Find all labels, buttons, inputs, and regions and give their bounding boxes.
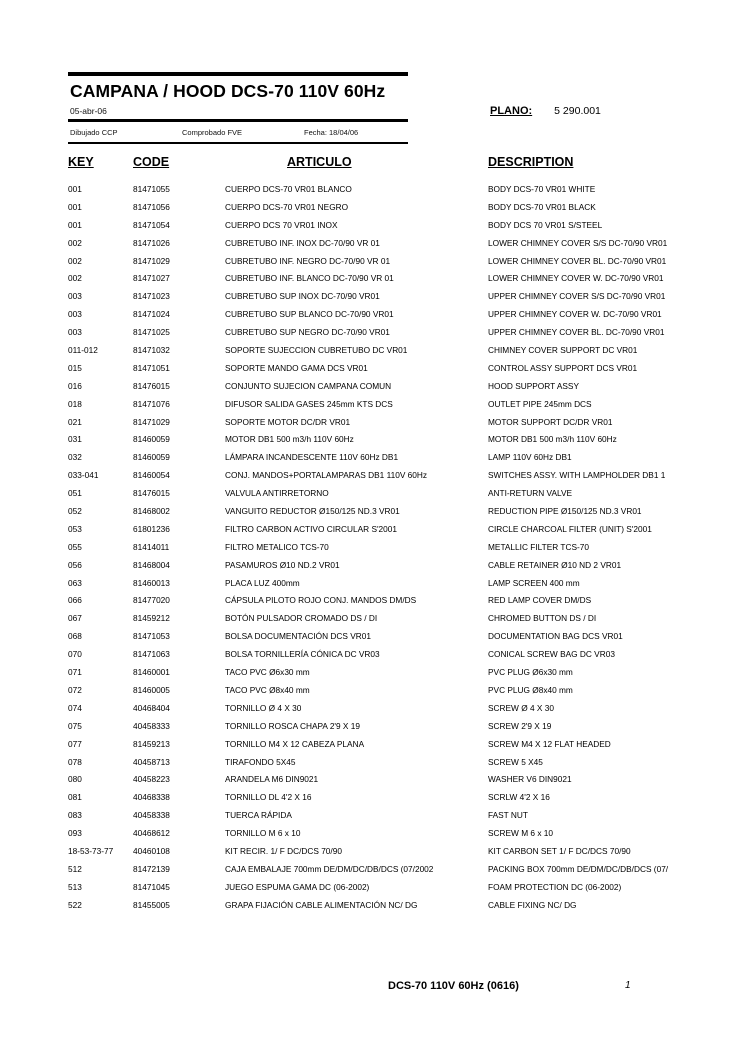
table-row [68,630,716,648]
cell-description: BODY DCS 70 VR01 S/STEEL [488,219,603,230]
cell-articulo: KIT RECIR. 1/ F DC/DCS 70/90 [225,845,342,856]
cell-description: DOCUMENTATION BAG DCS VR01 [488,631,623,642]
cell-articulo: BOTÓN PULSADOR CROMADO DS / DI [225,613,378,624]
table-row [68,362,716,380]
cell-key: 078 [68,756,82,767]
cell-description: LOWER CHIMNEY COVER S/S DC-70/90 VR01 [488,237,668,248]
table-row [68,308,716,326]
cell-description: PACKING BOX 700mm DE/DM/DC/DB/DCS (07/ [488,863,669,874]
cell-description: UPPER CHIMNEY COVER S/S DC-70/90 VR01 [488,291,666,302]
table-row [68,881,716,899]
cell-code: 81471025 [133,327,170,338]
cell-description: REDUCTION PIPE Ø150/125 ND.3 VR01 [488,506,642,517]
cell-code: 81472139 [133,863,170,874]
cell-code: 81471024 [133,309,170,320]
cell-key: 522 [68,899,82,910]
cell-articulo: VANGUITO REDUCTOR Ø150/125 ND.3 VR01 [225,506,400,517]
cell-code: 81460054 [133,470,170,481]
cell-code: 81471029 [133,416,170,427]
cell-code: 81414011 [133,541,170,552]
cell-articulo: CONJ. MANDOS+PORTALAMPARAS DB1 110V 60Hz [225,470,428,481]
cell-description: SCRLW 4'2 X 16 [488,792,550,803]
table-row [68,594,716,612]
cell-description: UPPER CHIMNEY COVER BL. DC-70/90 VR01 [488,327,665,338]
cell-articulo: PLACA LUZ 400mm [225,577,300,588]
cell-code: 40468338 [133,792,170,803]
table-row [68,863,716,881]
table-header-row [68,155,688,173]
cell-key: 056 [68,559,82,570]
document-revision-date: 05-abr-06 [70,106,107,116]
cell-description: METALLIC FILTER TCS-70 [488,541,589,552]
cell-key: 083 [68,810,82,821]
cell-key: 093 [68,828,82,839]
title-rule-bottom [68,142,408,144]
cell-articulo: TORNILLO M4 X 12 CABEZA PLANA [225,738,365,749]
cell-key: 001 [68,219,82,230]
cell-description: SCREW 5 X45 [488,756,543,767]
table-row [68,845,716,863]
cell-description: LOWER CHIMNEY COVER W. DC-70/90 VR01 [488,273,664,284]
cell-description: HOOD SUPPORT ASSY [488,380,579,391]
cell-articulo: SOPORTE SUJECCION CUBRETUBO DC VR01 [225,345,408,356]
cell-key: 512 [68,863,82,874]
cell-articulo: FILTRO METALICO TCS-70 [225,541,329,552]
cell-description: MOTOR SUPPORT DC/DR VR01 [488,416,613,427]
cell-key: 513 [68,881,82,892]
cell-articulo: TACO PVC Ø6x30 mm [225,667,310,678]
table-row [68,505,716,523]
cell-key: 052 [68,506,82,517]
cell-articulo: CUBRETUBO INF. INOX DC-70/90 VR 01 [225,237,380,248]
cell-code: 81471063 [133,649,170,660]
cell-key: 080 [68,774,82,785]
cell-key: 18-53-73-77 [68,845,114,856]
cell-articulo: BOLSA TORNILLERÍA CÓNICA DC VR03 [225,649,380,660]
cell-articulo: TACO PVC Ø8x40 mm [225,684,310,695]
cell-description: CONICAL SCREW BAG DC VR03 [488,649,615,660]
cell-description: WASHER V6 DIN9021 [488,774,572,785]
cell-description: ANTI-RETURN VALVE [488,488,573,499]
cell-description: SCREW M 6 x 10 [488,828,554,839]
table-row [68,290,716,308]
cell-code: 81468002 [133,506,170,517]
cell-key: 077 [68,738,82,749]
cell-code: 81471055 [133,184,170,194]
cell-description: SWITCHES ASSY. WITH LAMPHOLDER DB1 1 [488,470,666,481]
cell-key: 071 [68,667,82,678]
cell-description: OUTLET PIPE 245mm DCS [488,398,592,409]
table-row [68,416,716,434]
cell-code: 81459213 [133,738,170,749]
cell-key: 053 [68,523,82,534]
plano-label: PLANO: [490,105,533,117]
cell-articulo: JUEGO ESPUMA GAMA DC (06-2002) [225,881,370,892]
cell-code: 81471026 [133,237,170,248]
cell-key: 051 [68,488,82,499]
table-row [68,326,716,344]
cell-code: 81477020 [133,595,170,606]
cell-description: CIRCLE CHARCOAL FILTER (UNIT) S'2001 [488,523,652,534]
table-row [68,648,716,666]
table-row [68,433,716,451]
title-block [68,72,408,144]
table-row [68,469,716,487]
table-row [68,380,716,398]
title-block-meta [68,122,408,137]
cell-code: 81471032 [133,345,170,356]
column-header-description: DESCRIPTION [488,155,574,169]
cell-description: LAMP 110V 60Hz DB1 [488,452,572,463]
cell-key: 016 [68,380,82,391]
cell-code: 40458713 [133,756,170,767]
table-row [68,791,716,809]
table-row [68,899,716,917]
table-row [68,219,716,237]
table-row [68,541,716,559]
cell-code: 81460059 [133,452,170,463]
cell-articulo: DIFUSOR SALIDA GASES 245mm KTS DCS [225,398,393,409]
drawn-by-field: Dibujado CCP [70,128,118,137]
cell-articulo: LÁMPARA INCANDESCENTE 110V 60Hz DB1 [225,452,399,463]
footer-page-number: 1 [625,980,631,991]
table-row [68,666,716,684]
cell-description: BODY DCS-70 VR01 BLACK [488,201,596,212]
cell-code: 81460059 [133,434,170,445]
cell-articulo: SOPORTE MOTOR DC/DR VR01 [225,416,351,427]
table-row [68,344,716,362]
cell-code: 40458333 [133,720,170,731]
cell-code: 81471051 [133,362,170,373]
cell-key: 021 [68,416,82,427]
cell-key: 002 [68,255,82,266]
cell-code: 81476015 [133,380,170,391]
cell-articulo: ARANDELA M6 DIN9021 [225,774,319,785]
table-row [68,255,716,273]
cell-key: 070 [68,649,82,660]
plano-block [490,105,601,117]
cell-articulo: CUBRETUBO SUP BLANCO DC-70/90 VR01 [225,309,394,320]
cell-key: 066 [68,595,82,606]
cell-code: 81471023 [133,291,170,302]
cell-articulo: FILTRO CARBON ACTIVO CIRCULAR S'2001 [225,523,398,534]
table-row [68,612,716,630]
cell-code: 40458223 [133,774,170,785]
cell-code: 40468612 [133,828,170,839]
table-row [68,451,716,469]
cell-key: 081 [68,792,82,803]
cell-code: 81471056 [133,201,170,212]
cell-description: FAST NUT [488,810,528,821]
cell-key: 031 [68,434,82,445]
cell-articulo: CAJA EMBALAJE 700mm DE/DM/DC/DB/DCS (07/2002 [225,863,434,874]
cell-articulo: CÁPSULA PILOTO ROJO CONJ. MANDOS DM/DS [225,595,417,606]
cell-description: KIT CARBON SET 1/ F DC/DCS 70/90 [488,845,631,856]
cell-key: 067 [68,613,82,624]
cell-articulo: MOTOR DB1 500 m3/h 110V 60Hz [225,434,354,445]
table-row [68,398,716,416]
cell-key: 003 [68,309,82,320]
table-row [68,720,716,738]
cell-articulo: CUBRETUBO INF. BLANCO DC-70/90 VR 01 [225,273,394,284]
cell-key: 074 [68,702,82,713]
parts-table [68,183,716,917]
cell-code: 81468004 [133,559,170,570]
cell-articulo: CUERPO DCS 70 VR01 INOX [225,219,338,230]
cell-code: 40458338 [133,810,170,821]
cell-articulo: PASAMUROS Ø10 ND.2 VR01 [225,559,340,570]
cell-key: 003 [68,291,82,302]
cell-articulo: TUERCA RÁPIDA [225,810,292,821]
table-row [68,487,716,505]
cell-code: 81476015 [133,488,170,499]
cell-code: 81471027 [133,273,170,284]
cell-description: FOAM PROTECTION DC (06-2002) [488,881,622,892]
cell-code: 81460005 [133,684,170,695]
cell-code: 81471029 [133,255,170,266]
cell-key: 068 [68,631,82,642]
cell-description: CABLE FIXING NC/ DG [488,899,577,910]
cell-key: 075 [68,720,82,731]
cell-key: 032 [68,452,82,463]
cell-description: PVC PLUG Ø8x40 mm [488,684,573,695]
cell-articulo: GRAPA FIJACIÓN CABLE ALIMENTACIÓN NC/ DG [225,899,418,910]
table-row [68,523,716,541]
cell-articulo: BOLSA DOCUMENTACIÓN DCS VR01 [225,631,371,642]
table-row [68,577,716,595]
table-row [68,809,716,827]
cell-description: CABLE RETAINER Ø10 ND 2 VR01 [488,559,622,570]
column-header-code: CODE [133,155,170,169]
cell-articulo: CUERPO DCS-70 VR01 BLANCO [225,184,352,194]
column-header-key: KEY [68,155,94,169]
table-row [68,702,716,720]
cell-description: MOTOR DB1 500 m3/h 110V 60Hz [488,434,617,445]
cell-description: CHIMNEY COVER SUPPORT DC VR01 [488,345,638,356]
cell-articulo: CUBRETUBO SUP NEGRO DC-70/90 VR01 [225,327,390,338]
cell-key: 015 [68,362,82,373]
column-header-articulo: ARTICULO [287,155,352,169]
cell-key: 063 [68,577,82,588]
table-row [68,201,716,219]
cell-description: RED LAMP COVER DM/DS [488,595,592,606]
cell-key: 011-012 [68,345,98,356]
table-row [68,827,716,845]
cell-articulo: CUBRETUBO SUP INOX DC-70/90 VR01 [225,291,380,302]
cell-key: 003 [68,327,82,338]
cell-description: LAMP SCREEN 400 mm [488,577,580,588]
cell-description: LOWER CHIMNEY COVER BL. DC-70/90 VR01 [488,255,667,266]
table-row [68,738,716,756]
cell-code: 81471053 [133,631,170,642]
cell-description: SCREW 2'9 X 19 [488,720,552,731]
cell-key: 001 [68,184,82,194]
cell-articulo: TORNILLO M 6 x 10 [225,828,301,839]
table-row [68,559,716,577]
cell-key: 018 [68,398,82,409]
cell-articulo: TIRAFONDO 5X45 [225,756,296,767]
cell-key: 001 [68,201,82,212]
cell-articulo: VALVULA ANTIRRETORNO [225,488,329,499]
cell-key: 033-041 [68,470,99,481]
cell-code: 81460001 [133,667,170,678]
table-row [68,237,716,255]
cell-articulo: TORNILLO ROSCA CHAPA 2'9 X 19 [225,720,361,731]
cell-key: 055 [68,541,82,552]
cell-key: 072 [68,684,82,695]
cell-code: 40468404 [133,702,170,713]
cell-key: 002 [68,273,82,284]
cell-description: PVC PLUG Ø6x30 mm [488,667,573,678]
table-row [68,756,716,774]
cell-description: UPPER CHIMNEY COVER W. DC-70/90 VR01 [488,309,662,320]
document-title: CAMPANA / HOOD DCS-70 110V 60Hz [70,81,386,101]
table-row [68,183,716,201]
meta-date-field: Fecha: 18/04/06 [304,128,359,137]
cell-articulo: TORNILLO DL 4'2 X 16 [225,792,312,803]
footer-model-title: DCS-70 110V 60Hz (0616) [388,980,519,992]
cell-code: 81471045 [133,881,170,892]
cell-code: 61801236 [133,523,170,534]
cell-code: 81471054 [133,219,170,230]
checked-by-field: Comprobado FVE [182,128,243,137]
cell-code: 81459212 [133,613,170,624]
table-row [68,684,716,702]
cell-key: 002 [68,237,82,248]
cell-articulo: CUERPO DCS-70 VR01 NEGRO [225,201,349,212]
page-footer [0,980,744,1000]
cell-description: CONTROL ASSY SUPPORT DCS VR01 [488,362,638,373]
cell-description: BODY DCS-70 VR01 WHITE [488,184,596,194]
cell-code: 81471076 [133,398,170,409]
cell-description: CHROMED BUTTON DS / DI [488,613,597,624]
table-row [68,773,716,791]
table-row [68,272,716,290]
cell-description: SCREW Ø 4 X 30 [488,702,554,713]
plano-value: 5 290.001 [554,105,601,117]
cell-code: 81455005 [133,899,170,910]
cell-articulo: CUBRETUBO INF. NEGRO DC-70/90 VR 01 [225,255,391,266]
cell-articulo: SOPORTE MANDO GAMA DCS VR01 [225,362,368,373]
cell-code: 81460013 [133,577,170,588]
cell-articulo: TORNILLO Ø 4 X 30 [225,702,302,713]
cell-description: SCREW M4 X 12 FLAT HEADED [488,738,611,749]
cell-code: 40460108 [133,845,170,856]
cell-articulo: CONJUNTO SUJECION CAMPANA COMUN [225,380,392,391]
